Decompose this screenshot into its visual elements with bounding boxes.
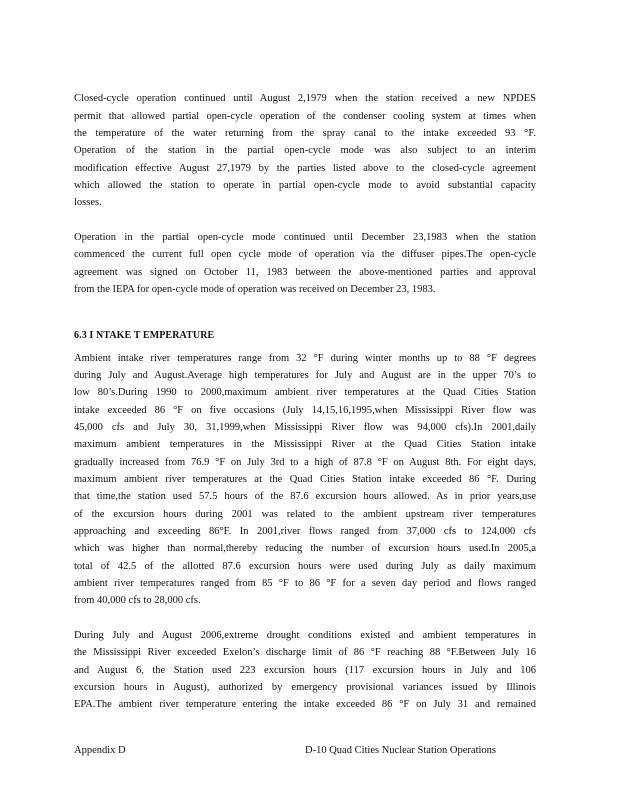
- text-line: intake exceeded 86 °F on five occasions (July 14,15,16,1995,when Mississippi River flow was: [74, 405, 536, 416]
- text-line: from the IEPA for open-cycle mode of operation was received on December 23, 1983.: [74, 284, 436, 295]
- text-line: during July and August.Average high temperatures for July and August are in the upper 70’s to: [74, 370, 536, 381]
- text-line: total of 42.5 of the allotted 87.6 excursion hours were used during July as daily maximum: [74, 561, 536, 572]
- text-line: During July and August 2006,extreme drought conditions existed and ambient temperatures in: [74, 630, 536, 641]
- text-line: Closed-cycle operation continued until August 2,1979 when the station received a new NPDES: [74, 93, 536, 104]
- text-line: the temperature of the water returning from the spray canal to the intake exceeded 93 °F.: [74, 128, 536, 139]
- text-line: agreement was signed on October 11, 1983 between the above-mentioned parties and approval: [74, 267, 536, 278]
- text-line: 45,000 cfs and July 30, 31,1999,when Mississippi River flow was 94,000 cfs).In 2001,daily: [74, 422, 536, 433]
- text-line: gradually increased from 76.9 °F on July 3rd to a high of 87.8 °F on August 8th. For eight days,: [74, 457, 536, 468]
- text-line: EPA.The ambient river temperature entering the intake exceeded 86 °F on July 31 and remained: [74, 699, 536, 710]
- text-line: Operation of the station in the partial open-cycle mode was also subject to an interim: [74, 145, 536, 156]
- text-line: losses.: [74, 197, 102, 208]
- text-line: Ambient intake river temperatures range from 32 °F during winter months up to 88 °F degrees: [74, 353, 536, 364]
- text-line: which was higher than normal,thereby reducing the number of excursion hours used.In 2005,a: [74, 543, 536, 554]
- text-line: maximum ambient river temperatures at the Quad Cities Station intake exceeded 86 °F. During: [74, 474, 536, 485]
- footer-appendix-label: Appendix D: [74, 745, 126, 756]
- text-line: permit that allowed partial open-cycle operation of the condenser cooling system at times when: [74, 111, 536, 122]
- text-line: modification effective August 27,1979 by the parties listed above to the closed-cycle agreement: [74, 163, 536, 174]
- text-line: approaching and exceeding 86°F. In 2001,river flows ranged from 37,000 cfs to 124,000 cfs: [74, 526, 536, 537]
- text-line: the Mississippi River exceeded Exelon’s discharge limit of 86 °F reaching 88 °F.Between July 16: [74, 647, 536, 658]
- text-line: maximum ambient temperatures in the Mississippi River at the Quad Cities Station intake: [74, 439, 536, 450]
- text-line: ambient river temperatures ranged from 85 °F to 86 °F for a seven day period and flows ranged: [74, 578, 536, 589]
- text-line: which allowed the station to operate in partial open-cycle mode to avoid substantial capacity: [74, 180, 536, 191]
- text-line: that time,the station used 57.5 hours of the 87.6 excursion hours allowed. As in prior years,use: [74, 491, 536, 502]
- text-line: Operation in the partial open-cycle mode continued until December 23,1983 when the station: [74, 232, 536, 243]
- text-line: and August 6, the Station used 223 excursion hours (117 excursion hours in July and 106: [74, 665, 536, 676]
- text-line: excursion hours in August), authorized by emergency provisional variances issued by Illinois: [74, 682, 536, 693]
- text-line: commenced the current full open cycle mode of operation via the diffuser pipes.The open-cycle: [74, 249, 536, 260]
- footer-page-title: D-10 Quad Cities Nuclear Station Operations: [305, 745, 496, 756]
- text-line: from 40,000 cfs to 28,000 cfs.: [74, 595, 201, 606]
- text-line: of the excursion hours during 2001 was related to the ambient upstream river temperatures: [74, 509, 536, 520]
- section-heading: 6.3 I NTAKE T EMPERATURE: [74, 330, 215, 341]
- text-line: low 80’s.During 1990 to 2000,maximum ambient river temperatures at the Quad Cities Station: [74, 387, 536, 398]
